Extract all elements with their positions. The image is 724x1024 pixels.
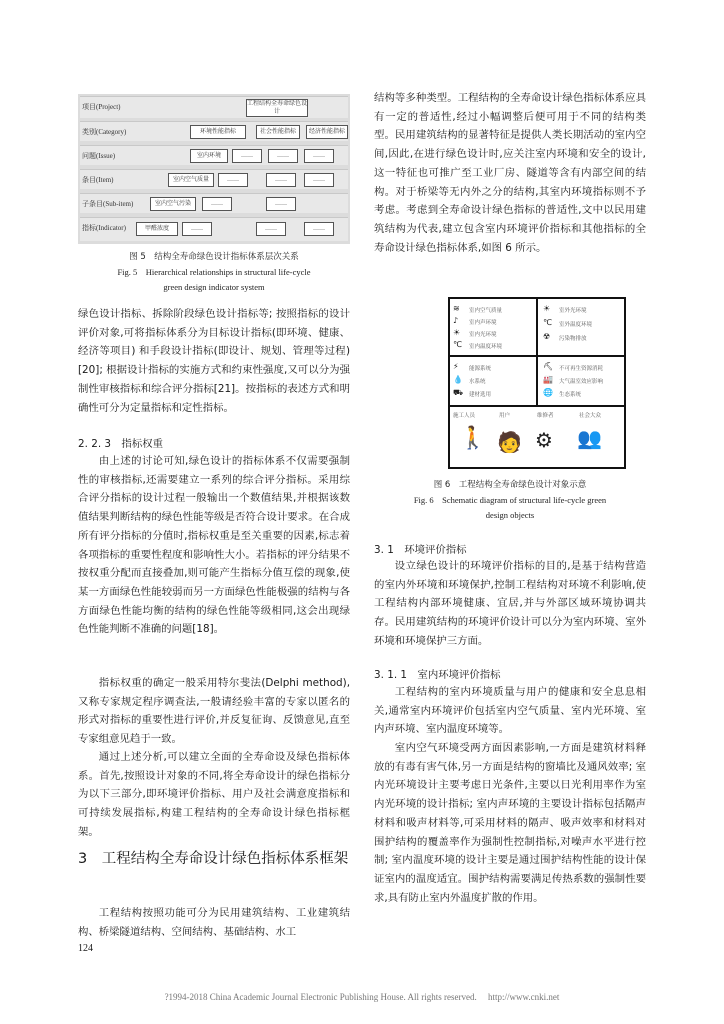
sound-icon: ♪	[453, 316, 459, 325]
fig6-label: 室内光环境	[469, 332, 497, 338]
row-label: 类别(Category)	[82, 128, 127, 136]
temperature-icon: ℃	[453, 340, 462, 349]
worker-icon: 🚶	[459, 426, 487, 451]
energy-icon: ⚡	[453, 362, 459, 371]
caption-en: Fig. 5 Hierarchical relationships in structural life-cycle	[117, 267, 311, 277]
hierarchy-row-issue	[80, 145, 348, 165]
category-box: 社会性能指标	[256, 125, 300, 139]
indicator-box: ……	[304, 222, 334, 236]
subitem-box: 室内空气污染	[150, 197, 196, 211]
copyright-footer: ?1994-2018 China Academic Journal Electronic Publishing House. All rights reserved. http://www.cnki.net	[164, 992, 560, 1002]
section-heading-3-1: 3. 1 环境评价指标	[374, 544, 467, 556]
resource-icon: ⛏	[543, 362, 554, 371]
indicator-box: 甲醛浓度	[136, 222, 178, 236]
right-paragraph-2: 设立绿色设计的环境评价指标的目的,是基于结构营造的室内外环境和环境保护,控制工程结构对环境不利影响,使工程结构内部环境健康、宜居,并与外部区域环境协调共存。民用建筑结构的环境评价设计可以分为室内环境、室外环境和环境保护三方面。	[374, 560, 646, 647]
category-box: 环境性能指标	[190, 125, 246, 139]
right-paragraph-1: 结构等多种类型。工程结构的全寿命设计绿色指标体系应具有一定的普适性,经过小幅调整后便可用于不同的结构类型。民用建筑结构的显著特征是提供人类长期活动的室内空间,因此,在进行绿色设计时,应关注室内环境和安全的设计,这一特征也可推广至工业厂房、隧道等含有内部空间的结构。对于桥梁等无内外之分的结构,其室内环境指标则不予考虑。考虑到全寿命设计绿色指标的普适性,文中以民用建筑结构为代表,建立包含室内环境评价指标和其他指标的全寿命设计绿色指标体系,如图 6 所示。	[374, 92, 646, 254]
light-icon: ☀	[453, 328, 461, 337]
material-truck-icon: ⛟	[453, 388, 464, 397]
fig6-label: 能源系统	[469, 366, 492, 372]
figure-6-diagram	[437, 296, 637, 471]
temperature-icon: ℃	[543, 318, 552, 327]
fig6-label: 维修者	[537, 413, 554, 419]
fig6-label: 大气温室效应影响	[559, 379, 604, 385]
public-crowd-icon: 👥	[577, 426, 602, 450]
left-paragraph-5: 工程结构按照功能可分为民用建筑结构、工业建筑结构、桥梁隧道结构、空间结构、基础结构、水工	[78, 907, 350, 938]
section-heading-2-2-3: 2. 2. 3 指标权重	[78, 438, 163, 450]
hierarchy-row-category	[80, 121, 348, 141]
air-quality-icon: ≋	[453, 304, 460, 313]
subitem-box: ……	[266, 197, 296, 211]
fig6-label: 室外光环境	[559, 308, 587, 314]
indicator-box: ……	[182, 222, 212, 236]
issue-box: ……	[304, 149, 334, 163]
row-label: 子条目(Sub-item)	[82, 200, 134, 208]
factory-icon: 🏭	[543, 375, 553, 384]
row-label: 条目(Item)	[82, 176, 114, 184]
caption-cn: 图 5 结构全寿命绿色设计指标体系层次关系	[129, 252, 299, 262]
caption-en: design objects	[485, 510, 535, 520]
user-at-desk-icon: 🧑	[497, 430, 522, 454]
water-drop-icon: 💧	[453, 375, 463, 384]
figure-5-caption	[78, 250, 350, 295]
figure-6-caption	[374, 478, 646, 523]
section-heading-3: 3 工程结构全寿命设计绿色指标体系框架	[78, 851, 349, 867]
pollution-icon: ☢	[543, 332, 551, 341]
item-box: ……	[218, 173, 248, 187]
item-box: ……	[266, 173, 296, 187]
fig6-label: 室内空气质量	[469, 308, 503, 314]
globe-icon: 🌐	[543, 388, 553, 397]
issue-box: 室内环境	[190, 149, 228, 163]
hierarchy-row-indicator	[80, 217, 348, 241]
category-box: 经济性能指标	[306, 125, 348, 139]
left-paragraph-3: 指标权重的确定一般采用特尔斐法(Delphi method),又称专家规定程序调查法,一般请经验丰富的专家以匿名的形式对指标的重要性进行评价,并反复征询、反馈意见,直至专家组意见趋于一致。	[78, 677, 350, 746]
fig6-label: 室内声环境	[469, 320, 497, 326]
hierarchy-row-project	[80, 96, 348, 118]
issue-box: ……	[268, 149, 298, 163]
caption-en: Fig. 6 Schematic diagram of structural life-cycle green	[413, 495, 607, 505]
fig6-label: 室外温度环境	[559, 322, 593, 328]
caption-cn: 图 6 工程结构全寿命绿色设计对象示意	[433, 480, 587, 490]
row-label: 项目(Project)	[82, 103, 121, 111]
maintainer-gear-icon: ⚙	[535, 428, 553, 452]
fig6-label: 社会大众	[579, 413, 602, 419]
fig6-label: 室内温度环境	[469, 344, 503, 350]
hierarchy-row-item	[80, 169, 348, 189]
fig6-label: 建材选用	[469, 392, 492, 398]
fig6-label: 水系统	[469, 379, 486, 385]
item-box: 室内空气质量	[168, 173, 214, 187]
row-label: 指标(Indicator)	[82, 224, 126, 232]
fig6-label: 施工人员	[453, 413, 476, 419]
left-paragraph-4: 通过上述分析,可以建立全面的全寿命设及绿色指标体系。首先,按照设计对象的不同,将全寿命设计的绿色指标分为以下三部分,即环境评价指标、用户及社会满意度指标和可持续发展指标,构建工程结构的全寿命设计绿色指标框架。	[78, 751, 350, 838]
hierarchy-row-subitem	[80, 193, 348, 213]
caption-en: green design indicator system	[163, 282, 265, 292]
issue-box: ……	[232, 149, 262, 163]
fig6-label: 不可再生资源消耗	[559, 366, 604, 372]
fig6-label: 生态系统	[559, 392, 582, 398]
right-paragraph-3: 工程结构的室内环境质量与用户的健康和安全息息相关,通常室内环境评价包括室内空气质量、室内光环境、室内声环境、室内温度环境等。	[374, 686, 646, 736]
section-heading-3-1-1: 3. 1. 1 室内环境评价指标	[374, 669, 501, 681]
page-number: 124	[78, 943, 93, 954]
left-paragraph-2: 由上述的讨论可知,绿色设计的指标体系不仅需要强制性的审核指标,还需要建立一系列的综合评分指标。采用综合评分指标的设计过程一般输出一个数值结果,并根据该数值结果判断结构的绿色性能等级是否符合设计要求。在合成所有评分指标的分值时,指标权重是至关重要的因素,标志着各项指标的重要性程度和影响性大小。若指标的评分结果不按权重分配而直接叠加,则可能产生指标分值互偿的现象,使某一方面绿色性能较弱而另一方面绿色性能极强的结构与各方面绿色性能均衡的结构的绿色性能等级相同,这会出现绿色性能判断不准确的问题[18]。	[78, 455, 350, 636]
indicator-box: ……	[256, 222, 286, 236]
figure-5-diagram	[78, 94, 350, 244]
fig6-label: 污染物排放	[559, 336, 587, 342]
item-box: ……	[304, 173, 334, 187]
subitem-box: ……	[202, 197, 232, 211]
left-paragraph-1: 绿色设计指标、拆除阶段绿色设计指标等; 按照指标的设计评价对象,可将指标体系分为目标设计指标(即环境、健康、经济等项目) 和手段设计指标(即设计、规划、管理等过程)[20]; 根据设计指标的实施方式和约束性强度,又可以分为强制性审核指标和综合评分指标[21]。按指标的表述方式和明确性可分为定量指标和定性指标。	[78, 308, 350, 414]
project-box: 工程结构全寿命绿色设计	[247, 100, 308, 115]
right-paragraph-4: 室内空气环境受两方面因素影响,一方面是建筑材料释放的有毒有害气体,另一方面是结构的窗墙比及通风效率; 室内光环境设计主要考虑日光条件,主要以日光利用率作为室内光环境的设计指标; 室内声环境的主要设计指标包括隔声材料和吸声材料等,可采用材料的隔声、吸声效率和材料对围护结构的覆盖率作为强制性控制指标,对噪声水平进行控制; 室内温度环境的设计主要是通过围护结构性能的设计保证室内的温度适宜。围护结构需要满足传热系数的强制性要求,具有防止室内外温度扩散的作用。	[374, 742, 646, 904]
sun-icon: ☀	[543, 304, 551, 313]
fig6-label: 用户	[499, 413, 511, 419]
row-label: 问题(Issue)	[82, 152, 116, 160]
